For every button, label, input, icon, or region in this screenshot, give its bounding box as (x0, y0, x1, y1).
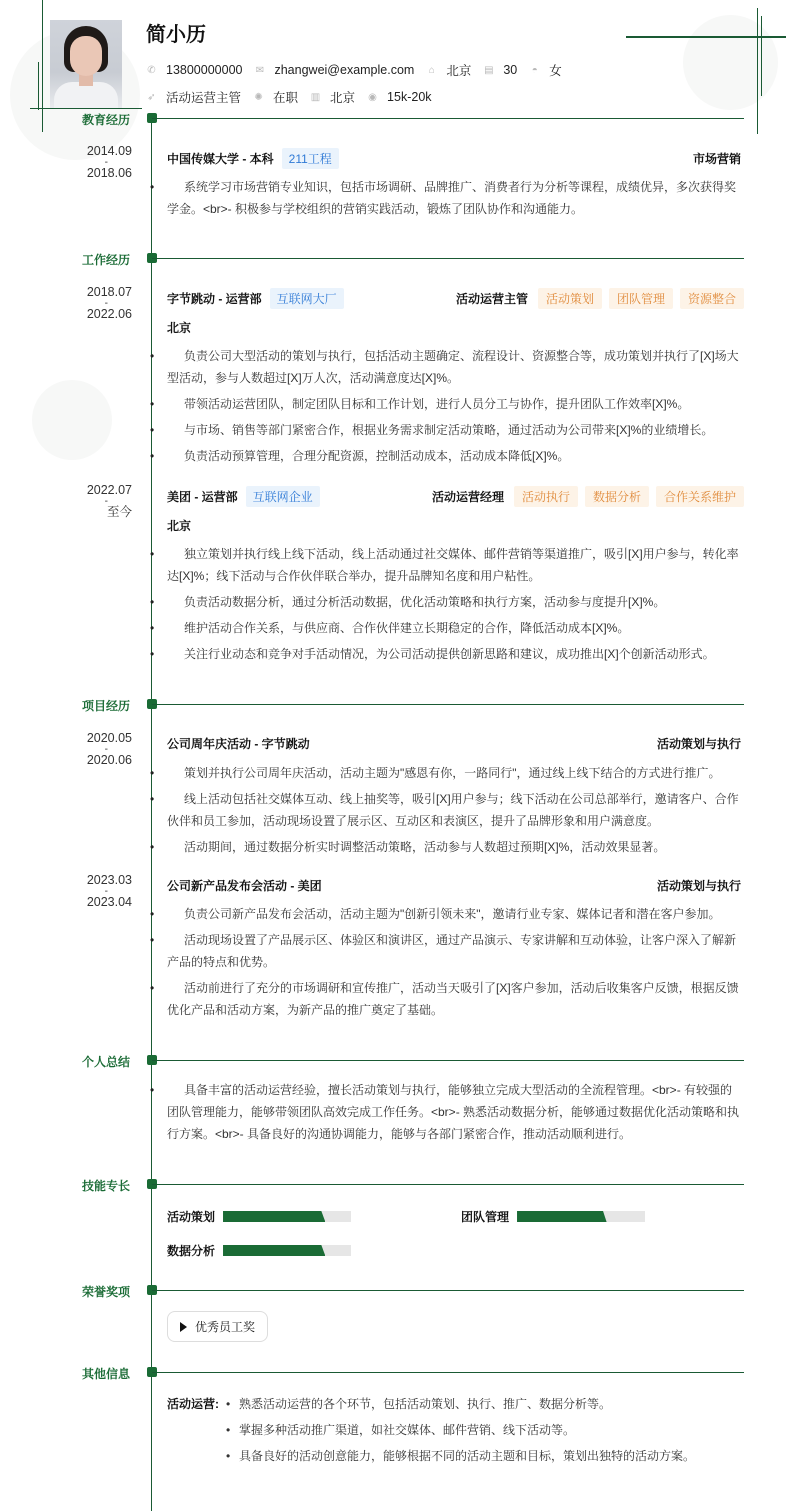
decor-line (757, 8, 758, 134)
timeline-spine (151, 118, 152, 1511)
work-entry-header (167, 288, 744, 309)
education-entry-header (167, 148, 744, 169)
entry-date: 2014.09 - 2018.06 (86, 144, 132, 180)
skill-tag: 合作关系维护 (656, 486, 744, 507)
bullet-item: • 活动现场设置了产品展示区、体验区和演讲区，通过产品演示、专家讲解和互动体验，让客户深入了解新产品的特点和优势。 (167, 929, 744, 973)
section-title-summary: 个人总结 (81, 1055, 130, 1069)
gender-icon: ◓ (531, 64, 538, 76)
bullet-item: • 独立策划并执行线上线下活动，线上活动通过社交媒体、邮件营销等渠道推广，吸引[X]用户参与，转化率达[X]%；线下活动与合作伙伴联合举办，提升品牌知名度和用户粘性。 (167, 543, 744, 587)
skill-bar (223, 1245, 351, 1256)
mail-icon: ✉ (255, 64, 265, 76)
contact-age: ▤ 30 (484, 63, 518, 77)
contact-location: ⌂ 北京 (426, 61, 471, 79)
education-bullets (167, 176, 744, 224)
skill-name: 数据分析 (167, 1244, 216, 1258)
section-divider (152, 118, 744, 119)
bullet-item: • 负责活动预算管理，合理分配资源，控制活动成本，活动成本降低[X]%。 (167, 445, 744, 467)
work-entry-header (167, 486, 744, 507)
entry-date: 2023.03 - 2023.04 (86, 873, 132, 909)
section-divider (152, 1184, 744, 1185)
phone-icon: ✆ (147, 64, 156, 76)
bullet-item: • 负责公司新产品发布会活动，活动主题为"创新引领未来"，邀请行业专家、媒体记者和潜在客户参加。 (167, 903, 744, 925)
award-label: 优秀员工奖 (195, 1320, 256, 1334)
bullet-item: • 活动前进行了充分的市场调研和宣传推广，活动当天吸引了[X]客户参加，活动后收集客户反馈，根据反馈优化产品和活动方案，为新产品的推广奠定了基础。 (167, 977, 744, 1021)
skill-item (167, 1208, 351, 1225)
bullet-item: • 与市场、销售等部门紧密合作，根据业务需求制定活动策略，通过活动为公司带来[X]%的业绩增长。 (167, 419, 744, 441)
company-name: 美团 - 运营部 (167, 490, 238, 504)
skill-bar (223, 1211, 351, 1222)
entry-date: 2020.05 - 2020.06 (86, 731, 132, 767)
bullet-item: • 负责活动数据分析，通过分析活动数据，优化活动策略和执行方案，活动参与度提升[X]%。 (167, 591, 744, 613)
contact-gender: ◓ 女 (529, 61, 562, 79)
contact-row (146, 61, 574, 79)
candidate-name: 简小历 (146, 24, 206, 46)
school-tag: 211工程 (282, 148, 339, 169)
intent-status: ✺ 在职 (254, 91, 299, 105)
intent-salary: ◉ 15k-20k (368, 90, 432, 104)
decor-circle-mid-left (32, 380, 112, 460)
work-city: 北京 (167, 321, 192, 335)
entry-date: 2022.07 - 至今 (86, 483, 132, 519)
project-bullets (167, 903, 744, 1025)
work-city: 北京 (167, 519, 192, 533)
project-name: 公司周年庆活动 - 字节跳动 (167, 737, 310, 751)
send-icon: ➶ (147, 91, 156, 103)
project-bullets (167, 762, 744, 862)
section-divider (152, 258, 744, 259)
decor-line (30, 108, 142, 109)
contact-email[interactable]: ✉ zhangwei@example.com (255, 63, 415, 77)
skill-name: 活动策划 (167, 1210, 216, 1224)
bullet-item: • 关注行业动态和竞争对手活动情况，为公司活动提供创新思路和建议，成功推出[X]个创新活动形式。 (167, 643, 744, 665)
project-entry-header (167, 877, 744, 894)
list-item: • 熟悉活动运营的各个环节，包括活动策划、执行、推广、数据分析等。 (223, 1391, 695, 1417)
project-role: 活动策划与执行 (656, 879, 741, 893)
work-bullets (167, 345, 744, 471)
age-icon: ▤ (484, 64, 494, 76)
section-divider (152, 1060, 744, 1061)
play-triangle-icon (180, 1322, 187, 1332)
intent-city: ▥ 北京 (310, 91, 356, 105)
decor-line (38, 62, 39, 110)
skill-item (461, 1208, 645, 1225)
salary-icon: ◉ (368, 91, 377, 103)
award-item[interactable] (167, 1311, 268, 1342)
company-name: 字节跳动 - 运营部 (167, 292, 262, 306)
bullet-item: • 负责公司大型活动的策划与执行，包括活动主题确定、流程设计、资源整合等，成功策划并执行了[X]场大型活动，参与人数超过[X]万人次，活动满意度达[X]%。 (167, 345, 744, 389)
decor-line (626, 36, 786, 38)
section-title-work: 工作经历 (81, 253, 130, 267)
section-title-project: 项目经历 (81, 699, 130, 713)
building-icon: ▥ (310, 91, 321, 103)
other-label: 活动运营: (167, 1397, 219, 1411)
section-divider (152, 704, 744, 705)
skill-bar (517, 1211, 645, 1222)
intent-row (146, 88, 444, 106)
section-divider (152, 1372, 744, 1373)
job-role: 活动运营经理 (431, 490, 504, 504)
job-role: 活动运营主管 (455, 292, 528, 306)
section-divider (152, 1290, 744, 1291)
section-title-skills: 技能专长 (81, 1179, 130, 1193)
other-info (167, 1391, 695, 1469)
bullet-item: • 维护活动合作关系，与供应商、合作伙伴建立长期稳定的合作，降低活动成本[X]%。 (167, 617, 744, 639)
decor-line (42, 0, 43, 132)
major: 市场营销 (692, 152, 741, 166)
bullet-item: • 具备丰富的活动运营经验，擅长活动策划与执行，能够独立完成大型活动的全流程管理。<br>- 有较强的团队管理能力，能够带领团队高效完成工作任务。<br>- 熟悉活动数据分析，能够通过数据优化活动策略和执行方案。<br>- 具备良好的沟通协调能力，能够与各部门紧密合作，推动活动顺利进行。 (167, 1079, 744, 1145)
bullet-item: • 系统学习市场营销专业知识，包括市场调研、品牌推广、消费者行为分析等课程，成绩优异，多次获得奖学金。<br>- 积极参与学校组织的营销实践活动，锻炼了团队协作和沟通能力。 (167, 176, 744, 220)
bullet-item: • 活动期间，通过数据分析实时调整活动策略，活动参与人数超过预期[X]%，活动效果显著。 (167, 836, 744, 858)
decor-circle-top-right (683, 15, 778, 110)
skill-item (167, 1242, 351, 1259)
contact-phone: ✆ 13800000000 (147, 63, 243, 77)
work-bullets (167, 543, 744, 669)
status-icon: ✺ (254, 91, 263, 103)
entry-date: 2018.07 - 2022.06 (86, 285, 132, 321)
skill-name: 团队管理 (461, 1210, 510, 1224)
list-item: • 具备良好的活动创意能力，能够根据不同的活动主题和目标，策划出独特的活动方案。 (223, 1443, 695, 1469)
section-title-awards: 荣誉奖项 (81, 1285, 130, 1299)
section-title-education: 教育经历 (81, 113, 130, 127)
company-tag: 互联网企业 (246, 486, 320, 507)
skill-tag: 资源整合 (680, 288, 744, 309)
summary-bullets (167, 1079, 744, 1149)
bullet-item: • 策划并执行公司周年庆活动，活动主题为"感恩有你，一路同行"，通过线上线下结合的方式进行推广。 (167, 762, 744, 784)
avatar (50, 20, 122, 108)
school-name: 中国传媒大学 - 本科 (167, 152, 274, 166)
home-icon: ⌂ (428, 64, 435, 76)
bullet-item: • 带领活动运营团队，制定团队目标和工作计划，进行人员分工与协作，提升团队工作效率[X]%。 (167, 393, 744, 415)
skill-tag: 活动策划 (538, 288, 602, 309)
project-name: 公司新产品发布会活动 - 美团 (167, 879, 322, 893)
project-role: 活动策划与执行 (656, 737, 741, 751)
project-entry-header (167, 735, 744, 752)
skill-tag: 团队管理 (609, 288, 673, 309)
decor-line (761, 16, 762, 96)
skill-tag: 活动执行 (514, 486, 578, 507)
intent-position: ➶ 活动运营主管 (147, 91, 242, 105)
list-item: • 掌握多种活动推广渠道，如社交媒体、邮件营销、线下活动等。 (223, 1417, 695, 1443)
skill-tag: 数据分析 (585, 486, 649, 507)
company-tag: 互联网大厂 (270, 288, 344, 309)
other-list (223, 1391, 695, 1469)
section-title-other: 其他信息 (81, 1367, 130, 1381)
bullet-item: • 线上活动包括社交媒体互动、线上抽奖等，吸引[X]用户参与；线下活动在公司总部举行，邀请客户、合作伙伴和员工参加，活动现场设置了展示区、互动区和表演区，提升了品牌形象和用户满意度。 (167, 788, 744, 832)
